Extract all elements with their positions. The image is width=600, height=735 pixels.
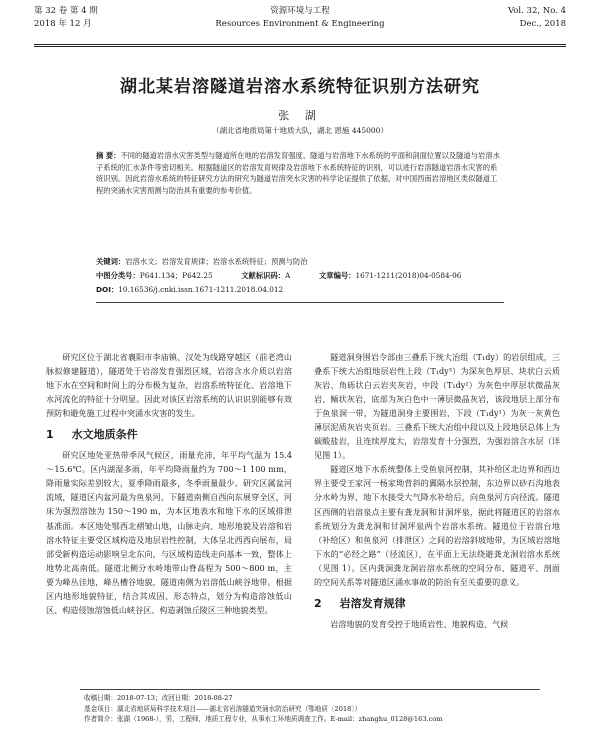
body-column-left	[46, 350, 292, 617]
author: 张 湖	[278, 109, 322, 122]
body-column-right	[314, 350, 560, 631]
author-bio: 作者简介：张湖（1968-），男，工程师，地质工程专业，从事水工环地质调查工作。E-mail：zhanghu_0128@163.com	[84, 715, 443, 723]
issue-date-en: Dec., 2018	[519, 19, 566, 29]
intro-paragraph: 研究区位于湖北省襄阳市李庙镇、汉处为线路穿越区（前老湾山脉拟修建隧道），隧道处于岩溶发育强烈区域，岩溶含水介质以岩溶地下水在空间和时间上的分布极为复杂，岩溶系统特征化、岩溶地下水河流化的特征十分明显。因此对该区岩溶系统的认识识别能够有效预防和避免施工过程中突涌水灾害的发生。	[46, 352, 292, 419]
header-center	[34, 5, 566, 31]
doi-label: DOI：	[96, 285, 119, 294]
keywords-label: 关键词：	[96, 257, 126, 266]
classification-line	[96, 270, 461, 281]
groundwater-paragraph: 隧道区地下水系统整体上受鱼泉河控制，其补给区北边界和西边界主要受王家河一杨家坳背斜的翼隔水层控制，东边界以砂石沟地表分水岭为界，地下水接受大气降水补给后，向鱼泉河方向径流。隧道区西侧的岩溶泉点主要有龚龙洞和甘洞坪泉，据此将隧道区的岩溶水系统划分为龚龙洞和甘洞坪泉两个岩溶水系统。隧道位于岩溶台地（补给区）和鱼泉河（排泄区）之间的岩溶斜坡地带，为区域岩溶地下水的“必经之路”（径流区），在平面上无法绕避龚龙洞岩溶水系统（见图 1）。区内龚洞龚龙洞岩溶水系统的空间分布、隧道平、剖面的空间关系等对隧道区涌水事故的防治有至关重要的意义。	[314, 464, 560, 587]
abstract	[96, 150, 504, 196]
section-number-1: 1	[46, 428, 54, 442]
affiliation: （湖北省地质局第十地质大队，湖北 恩施 445000）	[212, 126, 388, 135]
strata-paragraph: 隧道洞身围岩令部由三叠系下统大冶组（T₁dy）的岩层组成，三叠系下统大冶组地层岩性上段（T₁dy³）为深灰色厚层、块状白云质灰岩、角砾状白云岩夹灰岩，中段（T₁dy²）为灰色中厚层状微晶灰岩、鲕状灰岩，底部为灰白色中一薄层微晶灰岩，该段地层上部分布于鱼泉洞一带，为隧道洞身主要围岩，下段（T₁dy¹）为灰一灰黄色薄层泥质灰岩夹页岩。三叠系下统大冶组中段以及上段地层总体上为碳酸盐岩，且连续厚度大，岩溶发育十分强烈，为强岩溶含水层（详见图 1）。	[314, 352, 560, 461]
section-title-1: 水文地质条件	[71, 428, 138, 442]
clc-label: 中图分类号：	[96, 271, 140, 280]
header-rule-thin	[34, 46, 566, 47]
karst-paragraph: 岩溶地貌的发育受控于地质岩性、地貌构造、气候	[330, 618, 509, 629]
section-number-2: 2	[314, 596, 322, 610]
header-right	[508, 5, 566, 31]
issue-date: 2018 年 12 月	[34, 19, 92, 29]
abstract-rule	[96, 302, 504, 303]
hydrogeology-paragraph: 研究区地处亚热带季风气候区，雨量充沛，年平均气温为 15.4～15.6℃。区内湖湿多雨，年平均降雨量约为 700～1 100 mm，降雨量实际差别较大，夏季降雨最多，冬季雨量最少。研究区属盆河流域，隧道区内盆河最为鱼泉河，下隧道南侧自西向东展穿全区，河床为强烈溶蚀为 150～190 m，为本区地表水和地下水的区域排泄基准面。本区地处鄂西北褶皱山地，山脉走向、地形地貌及岩溶和岩溶水特征主要受区域构造及地层岩性控制，大体呈北西西向展布，局部受新构造运动影响呈北东向，与区域构造线走向基本一致，整体上地势北高南低。隧道北侧分水岭地带山脊高程为 500～800 m，主要为峰丛洼地，峰丛槽谷地貌，隧道南侧为岩溶低山峡谷地带。根据区内地形地貌特征，结合其成因、形态特点，划分为构造溶蚀低山区、构造侵蚀溶蚀低山峡谷区、构造剥蚀丘陵区三种地貌类型。	[46, 450, 292, 615]
clc-value: P641.134；P642.25	[139, 271, 213, 280]
section-heading-1	[46, 428, 292, 442]
article-number-value: 1671-1211(2018)04-0584-06	[355, 271, 462, 280]
journal-name-en: Resources Environment & Engineering	[215, 19, 385, 29]
article-title: 湖北某岩溶隧道岩溶水系统特征识别方法研究	[120, 77, 480, 97]
doc-code-value: A	[285, 271, 291, 280]
footnote-rule	[80, 689, 540, 690]
journal-name-cn: 资源环境与工程	[270, 6, 330, 16]
received-date: 收稿日期：2018-07-13；改回日期：2018-08-27	[84, 694, 233, 702]
fund-project: 基金项目：湖北省地质局科学技术项目——湖北省岩溶隧道突涌水防治研究（鄂地质〔2018〕）	[84, 704, 362, 713]
running-header	[34, 5, 566, 41]
section-heading-2	[314, 597, 560, 611]
section-title-2: 岩溶发育规律	[339, 596, 406, 610]
footnote	[84, 693, 540, 725]
volume-issue: 第 32 卷 第 4 期	[34, 6, 98, 16]
header-rule	[34, 44, 566, 45]
keywords	[96, 256, 504, 268]
volume-issue-en: Vol. 32, No. 4	[507, 6, 566, 16]
doi-value: 10.16536/j.cnki.issn.1671-1211.2018.04.012	[118, 285, 284, 294]
keywords-text: 岩溶水文；岩溶发育规律；岩溶水系统特征；预测与防治	[125, 257, 308, 266]
doc-code-label: 文献标识码：	[241, 271, 286, 280]
doi-line	[96, 284, 283, 295]
article-number-label: 文章编号：	[318, 271, 356, 280]
abstract-label: 摘 要：	[96, 151, 121, 160]
abstract-text: 不同的隧道岩溶水灾害类型与隧道所在地的岩溶发育强度、隧道与岩溶地下水系统的平面和剖面位置以及隧道与岩溶水子系统的汇水条件等密切相关。根据隧道区的岩溶发育规律及岩溶地下水系统特征的识别，可以进行岩溶隧道岩溶水灾害的系统识别。因此岩溶水系统的特征研究方法的研究为隧道岩溶突水灾害的科学论证提供了依据，对中国西南岩溶地区类似隧道工程的突涌水灾害预测与防治具有重要的参考价值。	[96, 151, 500, 195]
